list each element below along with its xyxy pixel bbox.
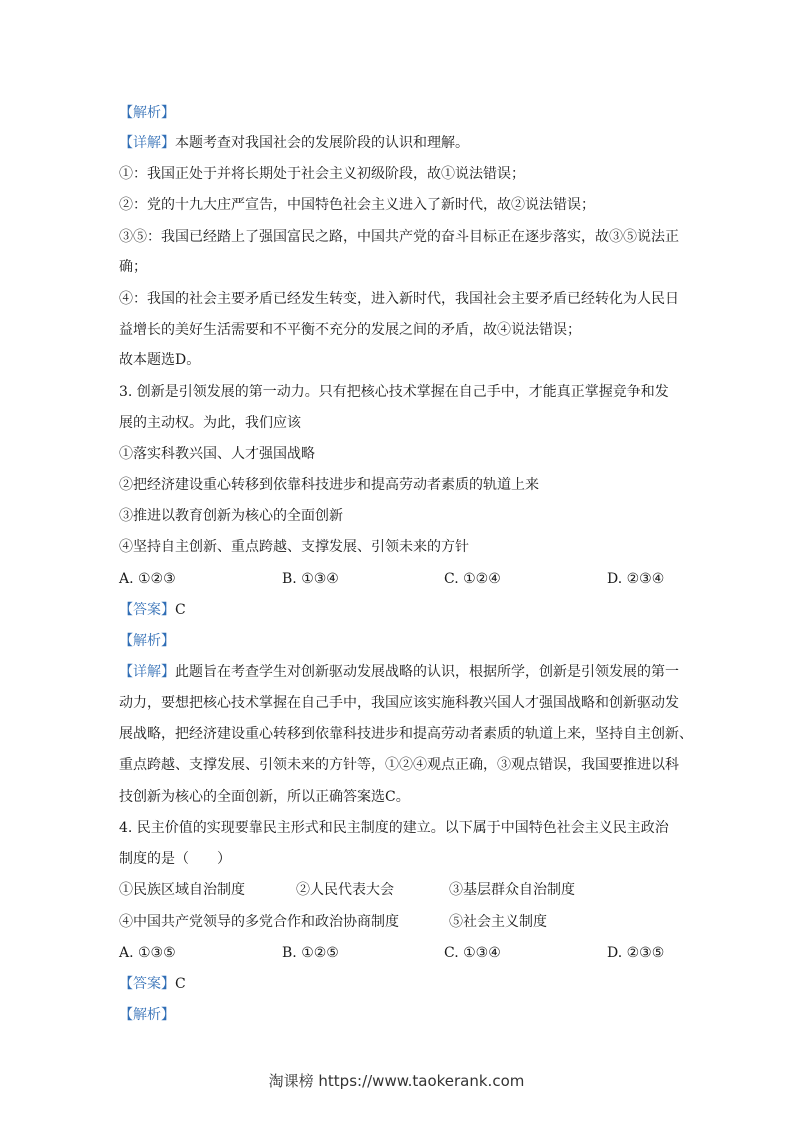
answer-tag: 【答案】 <box>119 976 175 992</box>
detail-tag: 【详解】 <box>119 135 175 151</box>
statement-item: ⑤社会主义制度 <box>449 914 547 930</box>
statement-item: ③基层群众自治制度 <box>449 882 575 898</box>
detail-line <box>119 662 679 682</box>
analysis-heading <box>119 103 679 123</box>
explanation-line: ③⑤：我国已经踏上了强国富民之路，中国共产党的奋斗目标正在逐步落实，故③⑤说法正 <box>119 229 679 245</box>
explanation-line: 动力，要想把核心技术掌握在自己手中，我国应该实施科教兴国人才强国战略和创新驱动发 <box>119 695 679 711</box>
explanation-line: 重点跨越、支撑发展、引领未来的方针等，①②④观点正确，③观点错误，我国要推进以科 <box>119 757 679 773</box>
question-stem: 3. 创新是引领发展的第一动力。只有把核心技术掌握在自己手中，才能真正掌握竞争和发 <box>119 384 669 400</box>
explanation-line: ②：党的十九大庄严宣告，中国特色社会主义进入了新时代，故②说法错误； <box>119 197 595 213</box>
explanation-line: 技创新为核心的全面创新，所以正确答案选C。 <box>119 789 410 805</box>
explanation-line: 益增长的美好生活需要和不平衡不充分的发展之间的矛盾，故④说法错误； <box>119 322 581 338</box>
statement-item: ①落实科教兴国、人才强国战略 <box>119 446 315 462</box>
explanation-line: ④：我国的社会主要矛盾已经发生转变，进入新时代，我国社会主要矛盾已经转化为人民日 <box>119 291 679 307</box>
statement-item: ③推进以教育创新为核心的全面创新 <box>119 508 343 524</box>
answer-tag: 【答案】 <box>119 602 175 618</box>
answer-value: C <box>175 976 186 992</box>
statement-item: ①民族区域自治制度 <box>119 882 245 898</box>
question-stem: 4. 民主价值的实现要靠民主形式和民主制度的建立。以下属于中国特色社会主义民主政治 <box>119 820 669 836</box>
analysis-heading <box>119 1005 679 1025</box>
analysis-tag: 【解析】 <box>119 1007 175 1023</box>
statement-item: ④中国共产党领导的多党合作和政治协商制度 <box>119 914 399 930</box>
answer-line <box>119 974 679 994</box>
explanation-line: 确； <box>119 259 147 275</box>
option-c: C. ①②④ <box>444 571 501 587</box>
conclusion-line: 故本题选D。 <box>119 352 201 368</box>
question-stem: 展的主动权。为此，我们应该 <box>119 415 301 431</box>
answer-line <box>119 600 679 620</box>
answer-value: C <box>175 602 186 618</box>
detail-tag: 【详解】 <box>119 664 175 680</box>
detail-intro: 本题考查对我国社会的发展阶段的认识和理解。 <box>175 135 469 151</box>
option-d: D. ②③⑤ <box>607 945 665 961</box>
detail-line <box>119 133 679 153</box>
analysis-tag: 【解析】 <box>119 633 175 649</box>
detail-text: 此题旨在考查学生对创新驱动发展战略的认识，根据所学，创新是引领发展的第一 <box>175 664 679 680</box>
question-stem: 制度的是（ ） <box>119 851 231 867</box>
option-a: A. ①③⑤ <box>119 945 176 961</box>
option-b: B. ①②⑤ <box>282 945 339 961</box>
footer-watermark: 淘课榜 https://www.taokerank.com <box>268 1072 525 1090</box>
option-b: B. ①③④ <box>282 571 339 587</box>
analysis-tag: 【解析】 <box>119 105 175 121</box>
explanation-line: 展战略，把经济建设重心转移到依靠科技进步和提高劳动者素质的轨道上来，坚持自主创新、 <box>119 726 693 742</box>
statement-item: ②把经济建设重心转移到依靠科技进步和提高劳动者素质的轨道上来 <box>119 477 539 493</box>
explanation-line: ①：我国正处于并将长期处于社会主义初级阶段，故①说法错误； <box>119 166 525 182</box>
statement-item: ②人民代表大会 <box>296 882 394 898</box>
option-d: D. ②③④ <box>607 571 665 587</box>
option-c: C. ①③④ <box>444 945 501 961</box>
analysis-heading <box>119 631 679 651</box>
statement-item: ④坚持自主创新、重点跨越、支撑发展、引领未来的方针 <box>119 539 469 555</box>
option-a: A. ①②③ <box>119 571 176 587</box>
